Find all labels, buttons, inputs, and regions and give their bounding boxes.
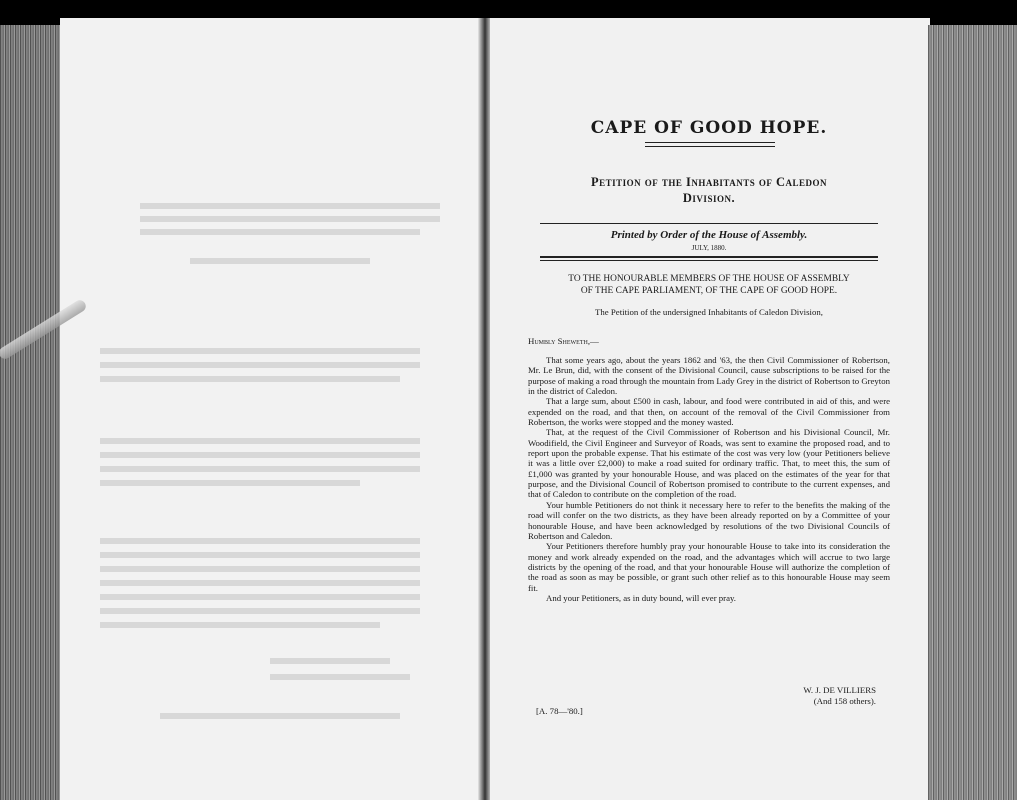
- petition-subtitle: [520, 174, 898, 206]
- left-page-edges: [0, 25, 62, 800]
- divider-rule: [540, 223, 878, 224]
- bleed-through-text: [60, 18, 480, 800]
- signature-block: [803, 685, 876, 707]
- left-page: [60, 18, 480, 800]
- petition-body: [528, 355, 890, 603]
- petition-intro: The Petition of the undersigned Inhabitants of Caledon Division,: [595, 307, 823, 317]
- title-underline: [645, 142, 775, 147]
- signatory-name: W. J. DE VILLIERS: [803, 685, 876, 695]
- printed-by-order: Printed by Order of the House of Assembly.: [610, 229, 808, 241]
- right-page-edges: [928, 25, 1017, 800]
- paragraph: That some years ago, about the years 1862 and '63, the then Civil Commissioner of Robertson, Mr. Le Brun, did, with the consent of the Divisional Council, cause subscriptions to be raised for the purpose of making a road through the mountain from Lady Grey in the district of Robertson to Greyton in the district of Caledon.: [528, 355, 890, 397]
- paragraph: That a large sum, about £500 in cash, labour, and food were contributed in aid of this, and were expended on the road, and that then, on account of the removal of the Civil Commissioner from Robertson, the works were stopped and the money wasted.: [528, 396, 890, 428]
- address-line-2: OF THE CAPE PARLIAMENT, OF THE CAPE OF GOOD HOPE.: [580, 286, 838, 296]
- signatory-others: (And 158 others).: [813, 696, 876, 706]
- subtitle-line-2: Division.: [682, 191, 736, 205]
- paragraph: Your humble Petitioners do not think it necessary here to refer to the benefits the making of the road will confer on the two districts, as they have been already reported on by a Committee of your honourable House, and have been acknowledged by resolutions of the two Divisional Councils of Robertson and Caledon.: [528, 499, 890, 541]
- salutation: Humbly Sheweth,—: [528, 336, 599, 346]
- address-line-1: TO THE HONOURABLE MEMBERS OF THE HOUSE OF ASSEMBLY: [568, 274, 850, 284]
- paragraph: And your Petitioners, as in duty bound, will ever pray.: [546, 592, 736, 603]
- address-block: [528, 273, 890, 297]
- paragraph: Your Petitioners therefore humbly pray your honourable House to take into its consideration the money and work already expended on the road, and the advantages which will accrue to two large districts by the opening of the road, and that your honourable House will authorize the completion of the road as soon as may be possible, or grant such other relief as to this honourable House may seem fit.: [528, 541, 890, 593]
- publication-date: JULY, 1880.: [691, 244, 727, 252]
- document-reference: [A. 78—'80.]: [536, 706, 583, 716]
- subtitle-line-1: Petition of the Inhabitants of Caledon: [590, 175, 828, 189]
- right-page: [490, 18, 930, 800]
- document-title: CAPE OF GOOD HOPE.: [590, 118, 828, 138]
- double-rule: [540, 256, 878, 261]
- paragraph: That, at the request of the Civil Commissioner of Robertson and his Divisional Council, Mr. Woodifield, the Civil Engineer and Surveyor of Roads, was sent to examine the proposed road, and to report upon the probable expense. That his estimate of the cost was very low (your Petitioners believe it was a little over £2,000) to make a road suited for ordinary traffic. That, to meet this, the sum of £1,000 was granted by your honourable House, and was placed on the estimates of the year for that purpose, and the Divisional Council of Robertson promised to contribute to the current expenses, and that of Caledon to contribute on the completion of the road.: [528, 427, 890, 500]
